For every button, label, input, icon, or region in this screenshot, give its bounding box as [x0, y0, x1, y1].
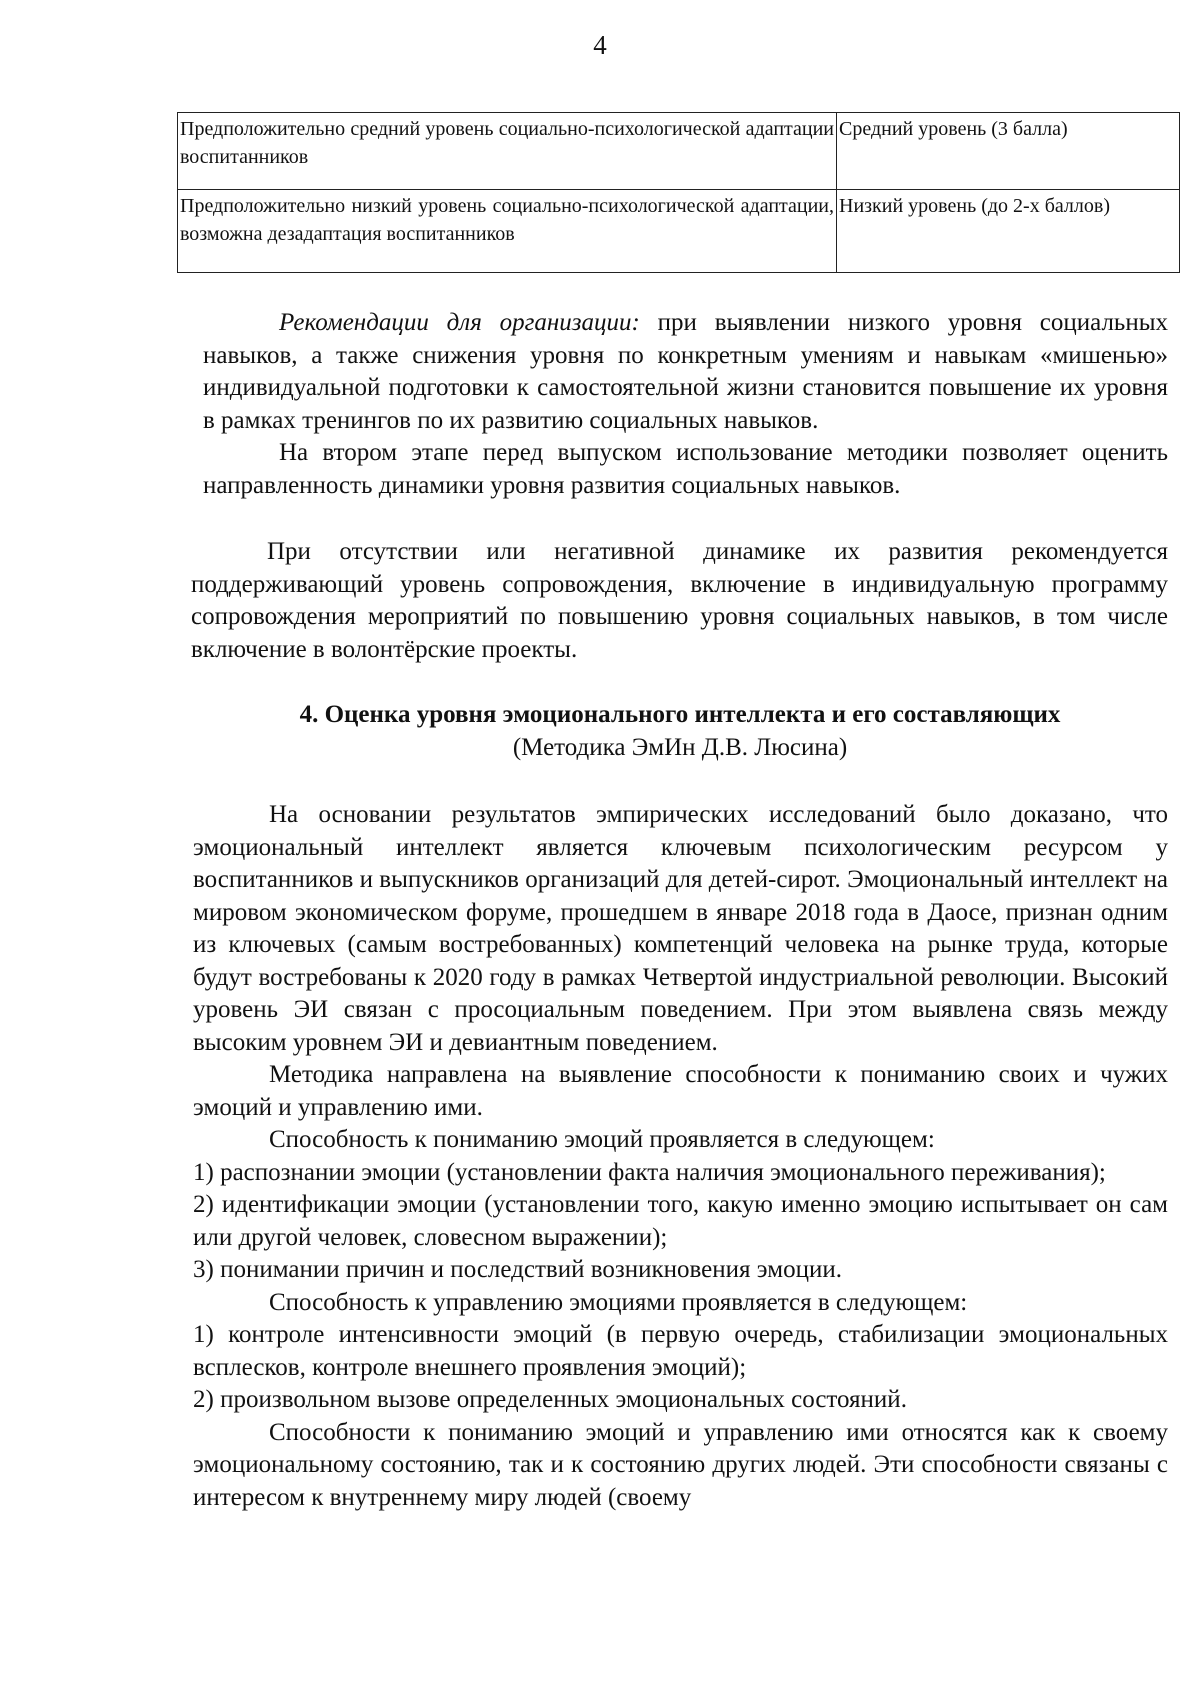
section3-text: [203, 307, 1168, 502]
section-title: 4. Оценка уровня эмоционального интеллекта и его составляющих: [299, 701, 1061, 728]
list-item: 1) распознании эмоции (установлении факта наличия эмоционального переживания);: [193, 1158, 1106, 1186]
section4-text: [193, 799, 1168, 1514]
table-row: [178, 190, 1180, 273]
paragraph: Способность к управлению эмоциями проявляется в следующем:: [269, 1288, 968, 1316]
recommendation-lead: Рекомендации для организации:: [279, 309, 640, 336]
section-heading: [190, 698, 1170, 764]
table-row: [178, 113, 1180, 190]
paragraph: При отсутствии или негативной динамике их развития рекомендуется поддерживающий уровень сопровождения, включение в индивидуальную программу сопровождения мероприятий по повышению уровня социальных навыков, в том числе включение в волонтёрские проекты.: [191, 538, 1168, 663]
list-item: 3) понимании причин и последствий возникновения эмоции.: [193, 1256, 842, 1283]
recommendation-text: при выявлении низкого уровня социальных навыков, а также снижения уровня по конкретным умениям и навыкам «мишенью» индивидуальной подготовки к самостоятельной жизни становится повышение их уровня в рамках тренингов по их развитию социальных навыков.: [203, 309, 1168, 434]
paragraph: Способности к пониманию эмоций и управлению ими относятся как к своему эмоциональному состоянию, так и к состоянию других людей. Эти способности связаны с интересом к внутреннему миру людей (своему: [193, 1418, 1168, 1511]
paragraph: На втором этапе перед выпуском использование методики позволяет оценить направленность динамики уровня развития социальных навыков.: [203, 439, 1168, 499]
list-item: 2) идентификации эмоции (установлении того, какую именно эмоцию испытывает он сам или другой человек, словесном выражении);: [193, 1191, 1168, 1251]
paragraph: Методика направлена на выявление способности к пониманию своих и чужих эмоций и управлению ими.: [193, 1061, 1168, 1121]
table-cell-criterion: Предположительно низкий уровень социально-психологической адаптации, возможна дезадаптация воспитанников: [178, 190, 837, 273]
section3-text-continued: [191, 536, 1168, 666]
table-cell-level: Средний уровень (3 балла): [837, 113, 1180, 190]
paragraph: На основании результатов эмпирических исследований было доказано, что эмоциональный интеллект является ключевым психологическим ресурсом у воспитанников и выпускников организаций для детей-сирот. Эмоциональный интеллект на мировом экономическом форуме, прошедшем в январе 2018 года в Даосе, признан одним из ключевых (самым востребованных) компетенций человека на рынке труда, которые будут востребованы к 2020 году в рамках Четвертой индустриальной революции. Высокий уровень ЭИ связан с просоциальным поведением. При этом выявлена связь между высоким уровнем ЭИ и девиантным поведением.: [193, 801, 1168, 1056]
section-subtitle: (Методика ЭмИн Д.В. Люсина): [512, 734, 848, 761]
table-cell-level: Низкий уровень (до 2-х баллов): [837, 190, 1180, 273]
page-number: 4: [593, 30, 607, 60]
list-item: 1) контроле интенсивности эмоций (в первую очередь, стабилизации эмоциональных всплесков, контроле внешнего проявления эмоций);: [193, 1321, 1168, 1381]
paragraph: Способность к пониманию эмоций проявляется в следующем:: [269, 1126, 935, 1153]
list-item: 2) произвольном вызове определенных эмоциональных состояний.: [193, 1386, 907, 1413]
adaptation-levels-table: [177, 112, 1180, 273]
table-cell-criterion: Предположительно средний уровень социально-психологической адаптации воспитанников: [178, 113, 837, 190]
recommendation-paragraph: [203, 307, 1168, 437]
